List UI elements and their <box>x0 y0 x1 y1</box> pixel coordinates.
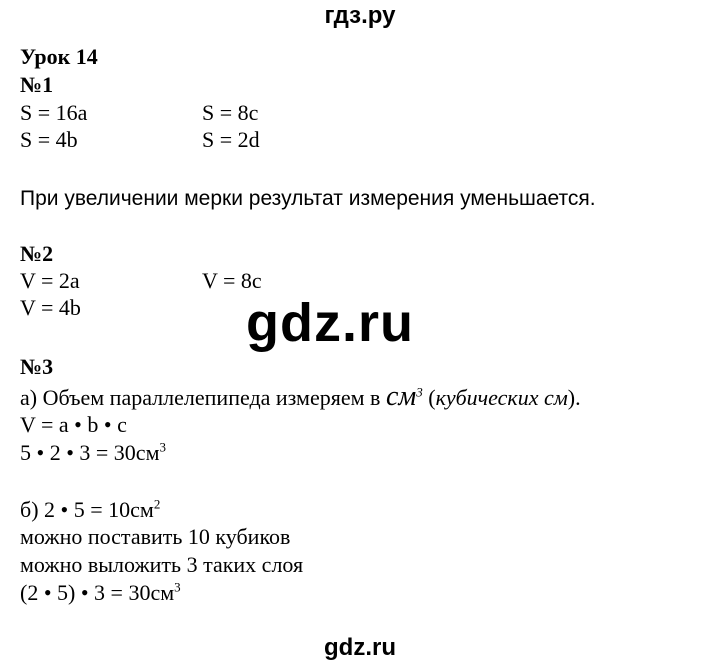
task2-row2-col1: V = 4b <box>20 295 81 320</box>
task1-row1-col1: S = 16a <box>20 100 88 125</box>
task3-b-line2: можно поставить 10 кубиков <box>20 524 291 549</box>
task2-row1-col2: V = 8c <box>202 268 262 293</box>
task3-b-calc-exp: 2 <box>153 496 161 512</box>
task2-row1-col1: V = 2a <box>20 268 80 293</box>
task3-b-calc2-exp: 3 <box>174 579 181 595</box>
task3-number: №3 <box>20 354 54 379</box>
task1-row1 <box>20 100 259 126</box>
task1-number: №1 <box>20 72 54 97</box>
task3-a-unit-exp: 3 <box>416 384 423 400</box>
task2-row2 <box>20 295 81 321</box>
task1-row1-col2: S = 8c <box>202 100 259 125</box>
task3-b-line3: можно выложить 3 таких слоя <box>20 552 304 577</box>
task3-a-prefix: а) Объем параллелепипеда измеряем в <box>20 385 386 410</box>
task1-row2-col2: S = 2d <box>202 127 260 152</box>
task3-calc1-exp: 3 <box>159 439 166 455</box>
task3-b-calc2 <box>20 580 181 606</box>
task1-row2-col1: S = 4b <box>20 127 78 152</box>
task3-b-calc-text: б) 2 • 5 = 10см <box>20 497 154 522</box>
task1-conclusion: При увеличении мерки результат измерения уменьшается. <box>20 187 596 210</box>
task3-b-calc2-text: (2 • 5) • 3 = 30см <box>20 580 175 605</box>
task3-formula: V = a • b • c <box>20 412 127 437</box>
task3-calc1-text: 5 • 2 • 3 = 30см <box>20 440 160 465</box>
task3-a-unit: см <box>385 381 417 412</box>
task3-a-line <box>20 381 581 412</box>
task3-calc1 <box>20 440 166 466</box>
watermark-bottom: gdz.ru <box>324 634 396 661</box>
task3-a-paren-close: ). <box>567 385 581 410</box>
task2-row1 <box>20 268 262 294</box>
task3-a-paren-open: ( <box>422 385 436 410</box>
task3-b-calc <box>20 497 160 523</box>
task1-row2 <box>20 127 260 153</box>
task2-number: №2 <box>20 241 54 266</box>
watermark-top: гдз.ру <box>324 2 396 29</box>
watermark-middle: gdz.ru <box>246 293 414 353</box>
task3-a-italic: кубических см <box>435 385 568 410</box>
lesson-title: Урок 14 <box>20 44 98 69</box>
